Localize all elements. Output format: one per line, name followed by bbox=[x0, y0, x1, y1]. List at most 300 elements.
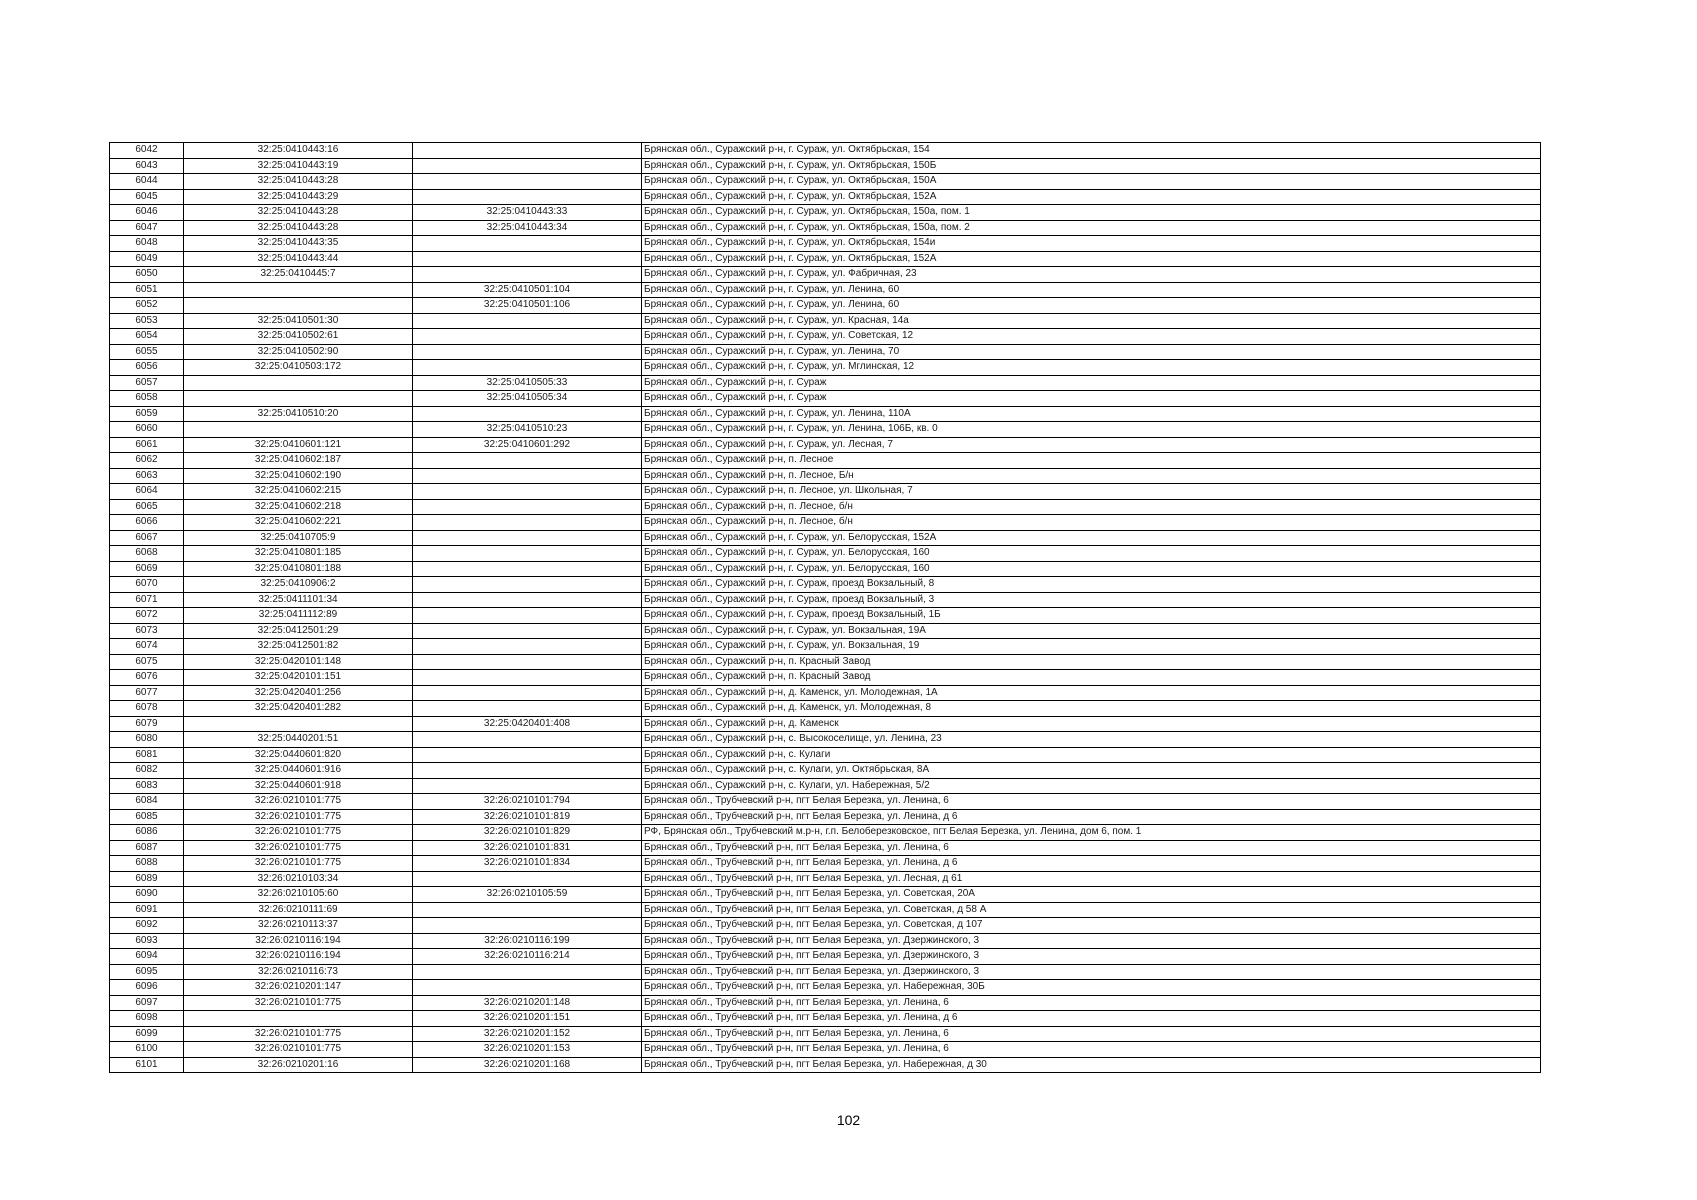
cadastral-number-cell: 32:25:0410705:9 bbox=[184, 530, 413, 546]
table-row bbox=[110, 964, 1541, 980]
row-number-cell: 6091 bbox=[110, 902, 184, 918]
object-cadastral-number-cell: 32:25:0410505:34 bbox=[413, 391, 642, 407]
address-cell: Брянская обл., Суражский р-н, п. Красный Завод bbox=[642, 654, 1541, 670]
row-number-cell: 6056 bbox=[110, 360, 184, 376]
cadastral-number-cell: 32:25:0411112:89 bbox=[184, 608, 413, 624]
address-cell: Брянская обл., Суражский р-н, г. Сураж, ул. Октябрьская, 154и bbox=[642, 236, 1541, 252]
cadastral-number-cell: 32:26:0210116:194 bbox=[184, 933, 413, 949]
table-row bbox=[110, 902, 1541, 918]
cadastral-number-cell: 32:25:0410443:35 bbox=[184, 236, 413, 252]
table-row bbox=[110, 949, 1541, 965]
address-cell: Брянская обл., Трубчевский р-н, пгт Белая Березка, ул. Лесная, д 61 bbox=[642, 871, 1541, 887]
address-cell: Брянская обл., Трубчевский р-н, пгт Белая Березка, ул. Ленина, д 6 bbox=[642, 1011, 1541, 1027]
table-row bbox=[110, 778, 1541, 794]
row-number-cell: 6055 bbox=[110, 344, 184, 360]
cadastral-number-cell: 32:25:0420101:151 bbox=[184, 670, 413, 686]
row-number-cell: 6092 bbox=[110, 918, 184, 934]
cadastral-number-cell: 32:26:0210101:775 bbox=[184, 995, 413, 1011]
table-row bbox=[110, 515, 1541, 531]
cadastral-number-cell: 32:26:0210101:775 bbox=[184, 809, 413, 825]
cadastral-number-cell: 32:26:0210101:775 bbox=[184, 1026, 413, 1042]
address-cell: Брянская обл., Суражский р-н, п. Лесное, б/н bbox=[642, 499, 1541, 515]
address-cell: Брянская обл., Трубчевский р-н, пгт Белая Березка, ул. Советская, д 58 А bbox=[642, 902, 1541, 918]
row-number-cell: 6070 bbox=[110, 577, 184, 593]
address-cell: Брянская обл., Трубчевский р-н, пгт Белая Березка, ул. Ленина, 6 bbox=[642, 1042, 1541, 1058]
object-cadastral-number-cell: 32:25:0410505:33 bbox=[413, 375, 642, 391]
row-number-cell: 6051 bbox=[110, 282, 184, 298]
row-number-cell: 6075 bbox=[110, 654, 184, 670]
object-cadastral-number-cell bbox=[413, 685, 642, 701]
row-number-cell: 6071 bbox=[110, 592, 184, 608]
address-cell: Брянская обл., Суражский р-н, г. Сураж, ул. Мглинская, 12 bbox=[642, 360, 1541, 376]
cadastral-number-cell: 32:26:0210101:775 bbox=[184, 856, 413, 872]
row-number-cell: 6085 bbox=[110, 809, 184, 825]
registry-table-body bbox=[110, 143, 1541, 1073]
row-number-cell: 6098 bbox=[110, 1011, 184, 1027]
table-row bbox=[110, 1042, 1541, 1058]
object-cadastral-number-cell: 32:26:0210101:831 bbox=[413, 840, 642, 856]
object-cadastral-number-cell bbox=[413, 871, 642, 887]
object-cadastral-number-cell: 32:26:0210116:214 bbox=[413, 949, 642, 965]
object-cadastral-number-cell bbox=[413, 577, 642, 593]
cadastral-number-cell: 32:25:0440201:51 bbox=[184, 732, 413, 748]
cadastral-number-cell: 32:25:0420401:282 bbox=[184, 701, 413, 717]
address-cell: РФ, Брянская обл., Трубчевский м.р-н, г.п. Белоберезковское, пгт Белая Березка, ул. Ленина, дом 6, пом. 1 bbox=[642, 825, 1541, 841]
object-cadastral-number-cell bbox=[413, 499, 642, 515]
object-cadastral-number-cell bbox=[413, 267, 642, 283]
row-number-cell: 6069 bbox=[110, 561, 184, 577]
table-row bbox=[110, 623, 1541, 639]
object-cadastral-number-cell bbox=[413, 918, 642, 934]
row-number-cell: 6065 bbox=[110, 499, 184, 515]
row-number-cell: 6079 bbox=[110, 716, 184, 732]
object-cadastral-number-cell bbox=[413, 453, 642, 469]
cadastral-number-cell: 32:25:0440601:820 bbox=[184, 747, 413, 763]
cadastral-number-cell: 32:25:0410443:29 bbox=[184, 189, 413, 205]
object-cadastral-number-cell bbox=[413, 778, 642, 794]
object-cadastral-number-cell: 32:26:0210101:834 bbox=[413, 856, 642, 872]
address-cell: Брянская обл., Суражский р-н, г. Сураж, ул. Ленина, 60 bbox=[642, 298, 1541, 314]
address-cell: Брянская обл., Суражский р-н, г. Сураж, ул. Советская, 12 bbox=[642, 329, 1541, 345]
object-cadastral-number-cell: 32:26:0210101:794 bbox=[413, 794, 642, 810]
cadastral-number-cell: 32:25:0420101:148 bbox=[184, 654, 413, 670]
table-row bbox=[110, 251, 1541, 267]
object-cadastral-number-cell: 32:25:0410601:292 bbox=[413, 437, 642, 453]
address-cell: Брянская обл., Трубчевский р-н, пгт Белая Березка, ул. Дзержинского, 3 bbox=[642, 949, 1541, 965]
table-row bbox=[110, 840, 1541, 856]
address-cell: Брянская обл., Суражский р-н, с. Высокоселище, ул. Ленина, 23 bbox=[642, 732, 1541, 748]
table-row bbox=[110, 437, 1541, 453]
table-row bbox=[110, 298, 1541, 314]
address-cell: Брянская обл., Суражский р-н, п. Лесное, б/н bbox=[642, 515, 1541, 531]
object-cadastral-number-cell: 32:26:0210201:148 bbox=[413, 995, 642, 1011]
cadastral-number-cell bbox=[184, 422, 413, 438]
table-row bbox=[110, 174, 1541, 190]
table-row bbox=[110, 236, 1541, 252]
table-row bbox=[110, 189, 1541, 205]
object-cadastral-number-cell bbox=[413, 902, 642, 918]
object-cadastral-number-cell bbox=[413, 484, 642, 500]
cadastral-number-cell: 32:25:0410602:221 bbox=[184, 515, 413, 531]
cadastral-number-cell: 32:25:0410801:188 bbox=[184, 561, 413, 577]
table-row bbox=[110, 546, 1541, 562]
table-row bbox=[110, 1026, 1541, 1042]
address-cell: Брянская обл., Суражский р-н, г. Сураж bbox=[642, 375, 1541, 391]
address-cell: Брянская обл., Трубчевский р-н, пгт Белая Березка, ул. Советская, 20А bbox=[642, 887, 1541, 903]
table-row bbox=[110, 716, 1541, 732]
address-cell: Брянская обл., Трубчевский р-н, пгт Белая Березка, ул. Набережная, д 30 bbox=[642, 1057, 1541, 1073]
row-number-cell: 6097 bbox=[110, 995, 184, 1011]
row-number-cell: 6093 bbox=[110, 933, 184, 949]
table-row bbox=[110, 220, 1541, 236]
address-cell: Брянская обл., Суражский р-н, г. Сураж, ул. Октябрьская, 154 bbox=[642, 143, 1541, 159]
object-cadastral-number-cell bbox=[413, 515, 642, 531]
table-row bbox=[110, 205, 1541, 221]
object-cadastral-number-cell bbox=[413, 654, 642, 670]
table-row bbox=[110, 360, 1541, 376]
row-number-cell: 6053 bbox=[110, 313, 184, 329]
cadastral-number-cell: 32:26:0210103:34 bbox=[184, 871, 413, 887]
cadastral-number-cell: 32:25:0420401:256 bbox=[184, 685, 413, 701]
cadastral-number-cell: 32:26:0210201:147 bbox=[184, 980, 413, 996]
cadastral-number-cell bbox=[184, 716, 413, 732]
table-row bbox=[110, 282, 1541, 298]
row-number-cell: 6042 bbox=[110, 143, 184, 159]
row-number-cell: 6044 bbox=[110, 174, 184, 190]
row-number-cell: 6050 bbox=[110, 267, 184, 283]
cadastral-number-cell bbox=[184, 282, 413, 298]
cadastral-number-cell: 32:25:0410503:172 bbox=[184, 360, 413, 376]
table-row bbox=[110, 406, 1541, 422]
object-cadastral-number-cell: 32:25:0410443:34 bbox=[413, 220, 642, 236]
object-cadastral-number-cell bbox=[413, 732, 642, 748]
address-cell: Брянская обл., Суражский р-н, д. Каменск, ул. Молодежная, 1А bbox=[642, 685, 1541, 701]
address-cell: Брянская обл., Суражский р-н, г. Сураж, ул. Белорусская, 160 bbox=[642, 546, 1541, 562]
object-cadastral-number-cell bbox=[413, 980, 642, 996]
object-cadastral-number-cell: 32:26:0210201:153 bbox=[413, 1042, 642, 1058]
address-cell: Брянская обл., Суражский р-н, г. Сураж, ул. Октябрьская, 150а, пом. 1 bbox=[642, 205, 1541, 221]
object-cadastral-number-cell bbox=[413, 236, 642, 252]
cadastral-number-cell: 32:25:0410501:30 bbox=[184, 313, 413, 329]
table-row bbox=[110, 422, 1541, 438]
row-number-cell: 6094 bbox=[110, 949, 184, 965]
row-number-cell: 6068 bbox=[110, 546, 184, 562]
address-cell: Брянская обл., Суражский р-н, г. Сураж bbox=[642, 391, 1541, 407]
address-cell: Брянская обл., Суражский р-н, г. Сураж, ул. Вокзальная, 19А bbox=[642, 623, 1541, 639]
table-row bbox=[110, 871, 1541, 887]
table-row bbox=[110, 484, 1541, 500]
object-cadastral-number-cell bbox=[413, 143, 642, 159]
row-number-cell: 6082 bbox=[110, 763, 184, 779]
table-row bbox=[110, 158, 1541, 174]
row-number-cell: 6096 bbox=[110, 980, 184, 996]
address-cell: Брянская обл., Суражский р-н, г. Сураж, ул. Ленина, 70 bbox=[642, 344, 1541, 360]
row-number-cell: 6095 bbox=[110, 964, 184, 980]
object-cadastral-number-cell: 32:26:0210201:152 bbox=[413, 1026, 642, 1042]
address-cell: Брянская обл., Суражский р-н, г. Сураж, ул. Октябрьская, 152А bbox=[642, 189, 1541, 205]
cadastral-number-cell: 32:25:0411101:34 bbox=[184, 592, 413, 608]
table-row bbox=[110, 918, 1541, 934]
row-number-cell: 6101 bbox=[110, 1057, 184, 1073]
object-cadastral-number-cell bbox=[413, 251, 642, 267]
row-number-cell: 6047 bbox=[110, 220, 184, 236]
table-row bbox=[110, 654, 1541, 670]
row-number-cell: 6078 bbox=[110, 701, 184, 717]
cadastral-number-cell: 32:26:0210101:775 bbox=[184, 1042, 413, 1058]
cadastral-number-cell: 32:26:0210101:775 bbox=[184, 840, 413, 856]
address-cell: Брянская обл., Трубчевский р-н, пгт Белая Березка, ул. Набережная, 30Б bbox=[642, 980, 1541, 996]
table-row bbox=[110, 701, 1541, 717]
table-row bbox=[110, 561, 1541, 577]
object-cadastral-number-cell bbox=[413, 313, 642, 329]
row-number-cell: 6048 bbox=[110, 236, 184, 252]
table-row bbox=[110, 375, 1541, 391]
object-cadastral-number-cell bbox=[413, 670, 642, 686]
address-cell: Брянская обл., Суражский р-н, г. Сураж, ул. Октябрьская, 150а, пом. 2 bbox=[642, 220, 1541, 236]
object-cadastral-number-cell: 32:26:0210116:199 bbox=[413, 933, 642, 949]
row-number-cell: 6090 bbox=[110, 887, 184, 903]
table-row bbox=[110, 887, 1541, 903]
address-cell: Брянская обл., Суражский р-н, д. Каменск bbox=[642, 716, 1541, 732]
table-row bbox=[110, 995, 1541, 1011]
address-cell: Брянская обл., Трубчевский р-н, пгт Белая Березка, ул. Дзержинского, 3 bbox=[642, 933, 1541, 949]
address-cell: Брянская обл., Суражский р-н, г. Сураж, ул. Ленина, 110А bbox=[642, 406, 1541, 422]
row-number-cell: 6064 bbox=[110, 484, 184, 500]
table-row bbox=[110, 1011, 1541, 1027]
object-cadastral-number-cell: 32:25:0420401:408 bbox=[413, 716, 642, 732]
row-number-cell: 6067 bbox=[110, 530, 184, 546]
row-number-cell: 6083 bbox=[110, 778, 184, 794]
address-cell: Брянская обл., Трубчевский р-н, пгт Белая Березка, ул. Ленина, д 6 bbox=[642, 809, 1541, 825]
object-cadastral-number-cell bbox=[413, 639, 642, 655]
table-row bbox=[110, 794, 1541, 810]
row-number-cell: 6077 bbox=[110, 685, 184, 701]
table-row bbox=[110, 391, 1541, 407]
object-cadastral-number-cell: 32:26:0210201:168 bbox=[413, 1057, 642, 1073]
cadastral-number-cell: 32:26:0210101:775 bbox=[184, 825, 413, 841]
row-number-cell: 6066 bbox=[110, 515, 184, 531]
address-cell: Брянская обл., Суражский р-н, с. Кулаги, ул. Набережная, 5/2 bbox=[642, 778, 1541, 794]
cadastral-number-cell: 32:25:0410602:187 bbox=[184, 453, 413, 469]
cadastral-number-cell bbox=[184, 375, 413, 391]
row-number-cell: 6074 bbox=[110, 639, 184, 655]
cadastral-number-cell: 32:26:0210111:69 bbox=[184, 902, 413, 918]
table-row bbox=[110, 453, 1541, 469]
cadastral-number-cell: 32:25:0410443:28 bbox=[184, 174, 413, 190]
table-row bbox=[110, 143, 1541, 159]
table-row bbox=[110, 685, 1541, 701]
cadastral-number-cell: 32:25:0410601:121 bbox=[184, 437, 413, 453]
object-cadastral-number-cell: 32:25:0410501:106 bbox=[413, 298, 642, 314]
table-row bbox=[110, 577, 1541, 593]
object-cadastral-number-cell bbox=[413, 468, 642, 484]
address-cell: Брянская обл., Суражский р-н, г. Сураж, проезд Вокзальный, 1Б bbox=[642, 608, 1541, 624]
row-number-cell: 6059 bbox=[110, 406, 184, 422]
cadastral-number-cell: 32:26:0210105:60 bbox=[184, 887, 413, 903]
object-cadastral-number-cell: 32:26:0210101:819 bbox=[413, 809, 642, 825]
address-cell: Брянская обл., Суражский р-н, п. Красный Завод bbox=[642, 670, 1541, 686]
cadastral-number-cell: 32:26:0210116:194 bbox=[184, 949, 413, 965]
row-number-cell: 6076 bbox=[110, 670, 184, 686]
cadastral-number-cell: 32:25:0410443:44 bbox=[184, 251, 413, 267]
row-number-cell: 6088 bbox=[110, 856, 184, 872]
table-row bbox=[110, 313, 1541, 329]
address-cell: Брянская обл., Суражский р-н, г. Сураж, ул. Октябрьская, 150А bbox=[642, 174, 1541, 190]
row-number-cell: 6086 bbox=[110, 825, 184, 841]
address-cell: Брянская обл., Суражский р-н, г. Сураж, ул. Вокзальная, 19 bbox=[642, 639, 1541, 655]
object-cadastral-number-cell bbox=[413, 530, 642, 546]
property-registry-table bbox=[109, 142, 1541, 1073]
page-number: 102 bbox=[836, 1112, 861, 1128]
address-cell: Брянская обл., Суражский р-н, с. Кулаги, ул. Октябрьская, 8А bbox=[642, 763, 1541, 779]
row-number-cell: 6049 bbox=[110, 251, 184, 267]
table-row bbox=[110, 468, 1541, 484]
address-cell: Брянская обл., Суражский р-н, г. Сураж, ул. Ленина, 60 bbox=[642, 282, 1541, 298]
address-cell: Брянская обл., Суражский р-н, г. Сураж, ул. Октябрьская, 152А bbox=[642, 251, 1541, 267]
cadastral-number-cell: 32:25:0440601:916 bbox=[184, 763, 413, 779]
address-cell: Брянская обл., Суражский р-н, г. Сураж, ул. Фабричная, 23 bbox=[642, 267, 1541, 283]
row-number-cell: 6046 bbox=[110, 205, 184, 221]
cadastral-number-cell: 32:26:0210113:37 bbox=[184, 918, 413, 934]
row-number-cell: 6087 bbox=[110, 840, 184, 856]
cadastral-number-cell: 32:26:0210101:775 bbox=[184, 794, 413, 810]
table-row bbox=[110, 639, 1541, 655]
address-cell: Брянская обл., Трубчевский р-н, пгт Белая Березка, ул. Дзержинского, 3 bbox=[642, 964, 1541, 980]
address-cell: Брянская обл., Суражский р-н, д. Каменск, ул. Молодежная, 8 bbox=[642, 701, 1541, 717]
cadastral-number-cell: 32:26:0210201:16 bbox=[184, 1057, 413, 1073]
table-row bbox=[110, 592, 1541, 608]
cadastral-number-cell: 32:25:0440601:918 bbox=[184, 778, 413, 794]
cadastral-number-cell: 32:25:0412501:82 bbox=[184, 639, 413, 655]
table-row bbox=[110, 344, 1541, 360]
address-cell: Брянская обл., Трубчевский р-н, пгт Белая Березка, ул. Ленина, 6 bbox=[642, 1026, 1541, 1042]
object-cadastral-number-cell bbox=[413, 592, 642, 608]
cadastral-number-cell: 32:25:0410602:218 bbox=[184, 499, 413, 515]
row-number-cell: 6072 bbox=[110, 608, 184, 624]
object-cadastral-number-cell bbox=[413, 360, 642, 376]
table-row bbox=[110, 267, 1541, 283]
row-number-cell: 6084 bbox=[110, 794, 184, 810]
object-cadastral-number-cell: 32:25:0410501:104 bbox=[413, 282, 642, 298]
table-row bbox=[110, 980, 1541, 996]
cadastral-number-cell: 32:25:0410602:190 bbox=[184, 468, 413, 484]
row-number-cell: 6100 bbox=[110, 1042, 184, 1058]
address-cell: Брянская обл., Суражский р-н, г. Сураж, ул. Лесная, 7 bbox=[642, 437, 1541, 453]
object-cadastral-number-cell bbox=[413, 561, 642, 577]
address-cell: Брянская обл., Суражский р-н, с. Кулаги bbox=[642, 747, 1541, 763]
object-cadastral-number-cell bbox=[413, 701, 642, 717]
row-number-cell: 6054 bbox=[110, 329, 184, 345]
object-cadastral-number-cell: 32:26:0210101:829 bbox=[413, 825, 642, 841]
table-row bbox=[110, 499, 1541, 515]
row-number-cell: 6062 bbox=[110, 453, 184, 469]
cadastral-number-cell bbox=[184, 391, 413, 407]
cadastral-number-cell: 32:25:0410443:28 bbox=[184, 205, 413, 221]
cadastral-number-cell bbox=[184, 298, 413, 314]
row-number-cell: 6089 bbox=[110, 871, 184, 887]
address-cell: Брянская обл., Суражский р-н, г. Сураж, ул. Ленина, 106Б, кв. 0 bbox=[642, 422, 1541, 438]
address-cell: Брянская обл., Суражский р-н, п. Лесное, Б/н bbox=[642, 468, 1541, 484]
cadastral-number-cell: 32:25:0410443:28 bbox=[184, 220, 413, 236]
object-cadastral-number-cell bbox=[413, 329, 642, 345]
table-row bbox=[110, 809, 1541, 825]
address-cell: Брянская обл., Суражский р-н, г. Сураж, ул. Красная, 14а bbox=[642, 313, 1541, 329]
table-row bbox=[110, 763, 1541, 779]
cadastral-number-cell bbox=[184, 1011, 413, 1027]
cadastral-number-cell: 32:25:0410510:20 bbox=[184, 406, 413, 422]
cadastral-number-cell: 32:25:0410602:215 bbox=[184, 484, 413, 500]
address-cell: Брянская обл., Суражский р-н, г. Сураж, проезд Вокзальный, 3 bbox=[642, 592, 1541, 608]
table-row bbox=[110, 747, 1541, 763]
cadastral-number-cell: 32:25:0410445:7 bbox=[184, 267, 413, 283]
row-number-cell: 6058 bbox=[110, 391, 184, 407]
address-cell: Брянская обл., Суражский р-н, г. Сураж, ул. Белорусская, 160 bbox=[642, 561, 1541, 577]
row-number-cell: 6080 bbox=[110, 732, 184, 748]
object-cadastral-number-cell: 32:25:0410443:33 bbox=[413, 205, 642, 221]
object-cadastral-number-cell bbox=[413, 344, 642, 360]
table-row bbox=[110, 933, 1541, 949]
cadastral-number-cell: 32:25:0410801:185 bbox=[184, 546, 413, 562]
object-cadastral-number-cell bbox=[413, 174, 642, 190]
row-number-cell: 6073 bbox=[110, 623, 184, 639]
address-cell: Брянская обл., Суражский р-н, п. Лесное, ул. Школьная, 7 bbox=[642, 484, 1541, 500]
address-cell: Брянская обл., Суражский р-н, г. Сураж, ул. Белорусская, 152А bbox=[642, 530, 1541, 546]
table-row bbox=[110, 329, 1541, 345]
cadastral-number-cell: 32:26:0210116:73 bbox=[184, 964, 413, 980]
cadastral-number-cell: 32:25:0410443:19 bbox=[184, 158, 413, 174]
table-row bbox=[110, 530, 1541, 546]
row-number-cell: 6045 bbox=[110, 189, 184, 205]
row-number-cell: 6043 bbox=[110, 158, 184, 174]
cadastral-number-cell: 32:25:0410443:16 bbox=[184, 143, 413, 159]
row-number-cell: 6081 bbox=[110, 747, 184, 763]
object-cadastral-number-cell: 32:26:0210201:151 bbox=[413, 1011, 642, 1027]
cadastral-number-cell: 32:25:0410502:61 bbox=[184, 329, 413, 345]
address-cell: Брянская обл., Трубчевский р-н, пгт Белая Березка, ул. Советская, д 107 bbox=[642, 918, 1541, 934]
table-row bbox=[110, 670, 1541, 686]
address-cell: Брянская обл., Суражский р-н, г. Сураж, проезд Вокзальный, 8 bbox=[642, 577, 1541, 593]
address-cell: Брянская обл., Суражский р-н, г. Сураж, ул. Октябрьская, 150Б bbox=[642, 158, 1541, 174]
cadastral-number-cell: 32:25:0412501:29 bbox=[184, 623, 413, 639]
cadastral-number-cell: 32:25:0410906:2 bbox=[184, 577, 413, 593]
table-row bbox=[110, 608, 1541, 624]
row-number-cell: 6052 bbox=[110, 298, 184, 314]
object-cadastral-number-cell bbox=[413, 964, 642, 980]
address-cell: Брянская обл., Суражский р-н, п. Лесное bbox=[642, 453, 1541, 469]
address-cell: Брянская обл., Трубчевский р-н, пгт Белая Березка, ул. Ленина, 6 bbox=[642, 794, 1541, 810]
row-number-cell: 6061 bbox=[110, 437, 184, 453]
table-row bbox=[110, 825, 1541, 841]
table-row bbox=[110, 856, 1541, 872]
table-row bbox=[110, 732, 1541, 748]
object-cadastral-number-cell bbox=[413, 623, 642, 639]
object-cadastral-number-cell bbox=[413, 406, 642, 422]
object-cadastral-number-cell bbox=[413, 747, 642, 763]
row-number-cell: 6063 bbox=[110, 468, 184, 484]
row-number-cell: 6057 bbox=[110, 375, 184, 391]
row-number-cell: 6060 bbox=[110, 422, 184, 438]
object-cadastral-number-cell bbox=[413, 763, 642, 779]
object-cadastral-number-cell bbox=[413, 608, 642, 624]
address-cell: Брянская обл., Трубчевский р-н, пгт Белая Березка, ул. Ленина, д 6 bbox=[642, 856, 1541, 872]
object-cadastral-number-cell bbox=[413, 189, 642, 205]
object-cadastral-number-cell bbox=[413, 158, 642, 174]
address-cell: Брянская обл., Трубчевский р-н, пгт Белая Березка, ул. Ленина, 6 bbox=[642, 995, 1541, 1011]
object-cadastral-number-cell: 32:26:0210105:59 bbox=[413, 887, 642, 903]
row-number-cell: 6099 bbox=[110, 1026, 184, 1042]
address-cell: Брянская обл., Трубчевский р-н, пгт Белая Березка, ул. Ленина, 6 bbox=[642, 840, 1541, 856]
object-cadastral-number-cell: 32:25:0410510:23 bbox=[413, 422, 642, 438]
